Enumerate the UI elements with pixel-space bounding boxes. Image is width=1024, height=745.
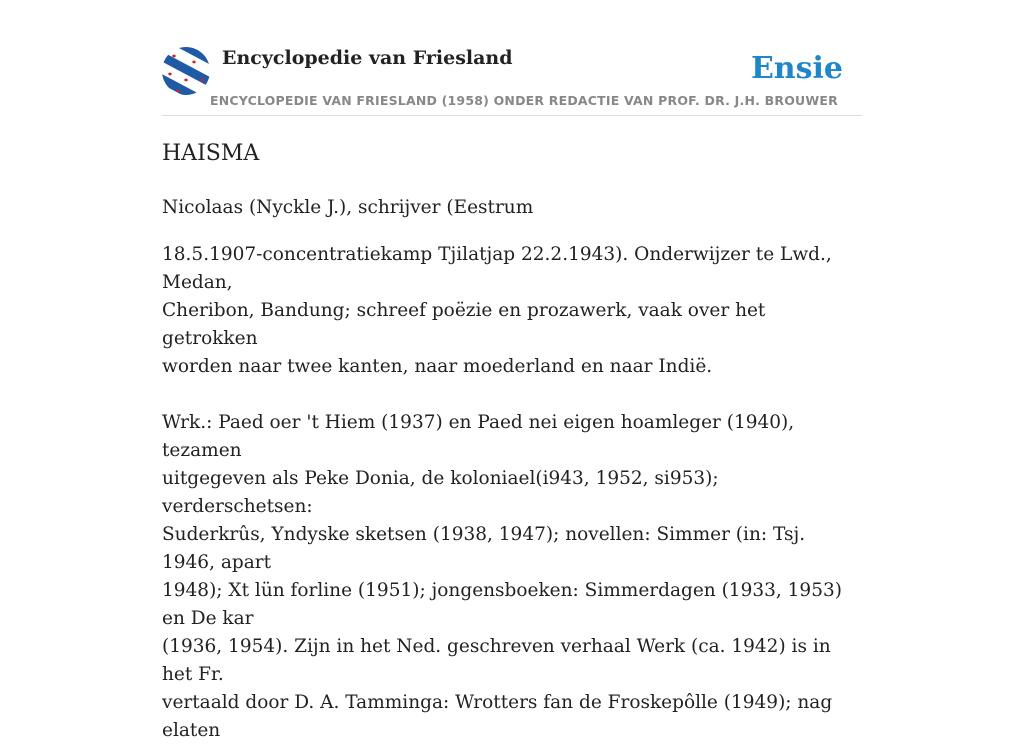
article-headword: HAISMA [162, 141, 260, 166]
article-lead: Nicolaas (Nyckle J.), schrijver (Eestrum [162, 197, 534, 218]
header-divider [162, 115, 862, 116]
article-paragraph: 18.5.1907-concentratiekamp Tjilatjap 22.2.1943). Onderwijzer te Lwd., Medan, Cheribon, Bandung; schreef poëzie en prozawerk, vaak over het getrokken worden naar twee kanten, naar moederland en naar Indië. [162, 244, 832, 377]
article-paragraph: Wrk.: Paed oer 't Hiem (1937) en Paed nei eigen hoamleger (1940), tezamen uitgegeven als Peke Donia, de koloniael(i943, 1952, si953); verderschetsen: Suderkrûs, Yndyske sketsen (1938, 1947); novellen: Simmer (in: Tsj. 1946, apart 1948); Xt lün forline (1951); jongensboeken: Simmerdagen (1933, 1953) en De kar (1936, 1954). Zijn in het Ned. geschreven verhaal Werk (ca. 1942) is in het Fr. vertaald door D. A. Tamminga: Wrotters fan de Froskepôlle (1949); nag elaten [162, 412, 842, 741]
site-title[interactable]: Encyclopedie van Friesland [222, 47, 513, 69]
article [162, 138, 862, 745]
frisian-flag-logo-icon[interactable] [162, 47, 210, 95]
brand-logo-text[interactable]: Ensie [750, 51, 843, 86]
source-subtitle: ENCYCLOPEDIE VAN FRIESLAND (1958) ONDER REDACTIE VAN PROF. DR. J.H. BROUWER [210, 93, 838, 108]
